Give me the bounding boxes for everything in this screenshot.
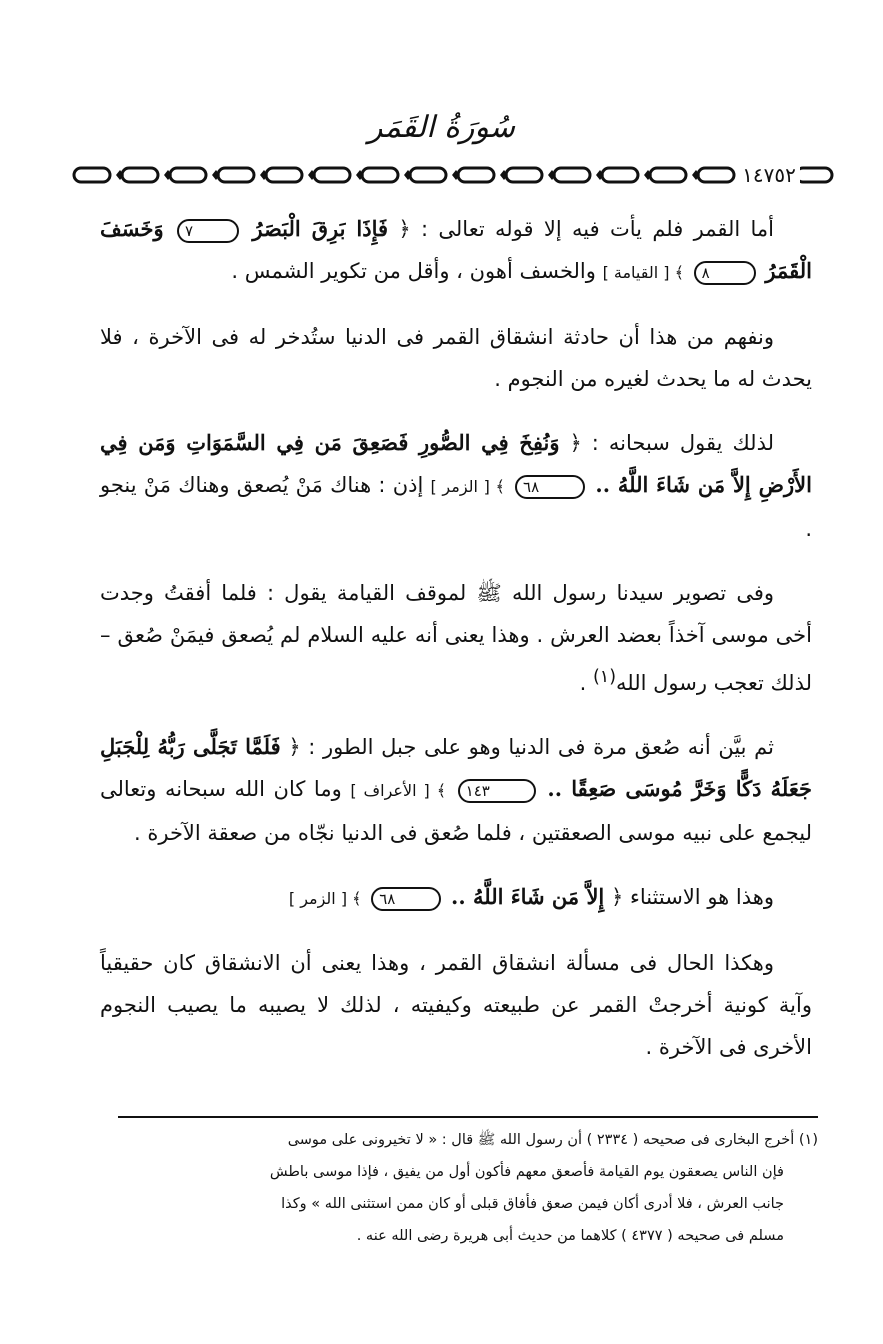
- paragraph-2: ونفهم من هذا أن حادثة انشقاق القمر فى الدنيا ستُدخر له فى الآخرة ، فلا يحدث له ما يحدث لغيره من النجوم .: [100, 325, 812, 391]
- ayah-number: ٦٨: [515, 475, 585, 499]
- ayah-number: ٦٨: [371, 887, 441, 911]
- footnote-line: (١) أخرج البخارى فى صحيحه ( ٢٣٣٤ ) أن رسول الله ﷺ قال : « لا تخيرونى على موسى: [287, 1132, 818, 1148]
- quran-verse: فَإِذَا بَرِقَ الْبَصَرُ: [252, 216, 389, 241]
- paragraph-1-text-b: والخسف أهون ، وأقل من تكوير الشمس .: [231, 259, 596, 283]
- paragraph-3: [100, 422, 812, 550]
- paragraph-4-text: وفى تصوير سيدنا رسول الله ﷺ لموقف القيامة يقول : فلما أفقتُ وجدت أخى موسى آخذاً بعضد العرش . وهذا يعنى أنه عليه السلام لم يُصعق فيمَنْ صُعق – لذلك تعجب رسول الله: [100, 581, 812, 695]
- paragraph-1: [100, 208, 812, 294]
- ayah-number: ٨: [694, 261, 756, 285]
- ayah-number: ٧: [177, 219, 239, 243]
- paragraph-4: [100, 572, 812, 704]
- footnote-divider: [118, 1116, 818, 1118]
- surah-reference: ﴾ [ الزمر ]: [430, 477, 505, 496]
- page-number: ١٤٧٥٢: [738, 160, 800, 190]
- footnote-line: فإن الناس يصعقون يوم القيامة فأصعق معهم فأكون أول من يفيق ، فإذا موسى باطش: [269, 1164, 784, 1180]
- footnote-line: مسلم فى صحيحه ( ٤٣٧٧ ) كلاهما من حديث أبى هريرة رضى الله عنه .: [356, 1228, 784, 1244]
- footnote: [118, 1124, 818, 1252]
- main-text: [100, 208, 812, 1090]
- paragraph-4-end: .: [579, 671, 593, 695]
- paragraph-5: [100, 726, 812, 854]
- footnote-marker: (١): [592, 667, 617, 687]
- ayah-number: ١٤٣: [458, 779, 536, 803]
- paragraph-5-text-a: ثم بيَّن أنه صُعق مرة فى الدنيا وهو على جبل الطور : ﴿: [288, 735, 774, 759]
- footnote-line: جانب العرش ، فلا أدرى أكان فيمن صعق فأفاق قبلى أو كان ممن استثنى الله » وكذا: [281, 1196, 784, 1212]
- paragraph-3-text-a: لذلك يقول سبحانه : ﴿: [569, 431, 774, 455]
- paragraph-6: [100, 876, 812, 920]
- paragraph-6-text-a: وهذا هو الاستثناء ﴿: [610, 885, 774, 909]
- quran-verse: وَنُفِخَ فِي الصُّورِ فَصَعِقَ مَن فِي السَّمَوَاتِ وَمَن فِي الأَرْضِ إِلاَّ مَن شَاءَ اللَّهُ ..: [100, 430, 812, 497]
- quran-verse: فَلَمَّا تَجَلَّى رَبُّهُ لِلْجَبَلِ جَعَلَهُ دَكًّا وَخَرَّ مُوسَى صَعِقًا ..: [100, 734, 812, 801]
- paragraph-3-text-b: إذن : هناك مَنْ يُصعق وهناك مَنْ ينجو .: [100, 473, 812, 541]
- paragraph-5-text-b: وما كان الله سبحانه وتعالى ليجمع على نبيه موسى الصعقتين ، فلما صُعق فى الدنيا نجّاه من صعقة الآخرة .: [100, 777, 812, 845]
- surah-title: سُورَةُ القَمَر: [368, 110, 515, 145]
- paragraph-1-text-a: أما القمر فلم يأت فيه إلا قوله تعالى : ﴿: [398, 217, 775, 241]
- chain-ornament-rule: [70, 160, 836, 190]
- surah-reference: ﴾ [ القيامة ]: [602, 263, 684, 282]
- surah-reference: ﴾ [ الزمر ]: [288, 889, 362, 908]
- quran-verse: وَخَسَفَ الْقَمَرُ: [100, 216, 812, 283]
- quran-verse: إِلاَّ مَن شَاءَ اللَّهُ ..: [451, 884, 605, 909]
- surah-reference: ﴾ [ الأعراف ]: [350, 781, 447, 800]
- paragraph-7: وهكذا الحال فى مسألة انشقاق القمر ، وهذا يعنى أن الانشقاق كان حقيقياً وآية كونية أخرجتْ القمر عن طبيعته وكيفيته ، لذلك لا يصيبه ما يصيب النجوم الأخرى فى الآخرة .: [100, 951, 812, 1059]
